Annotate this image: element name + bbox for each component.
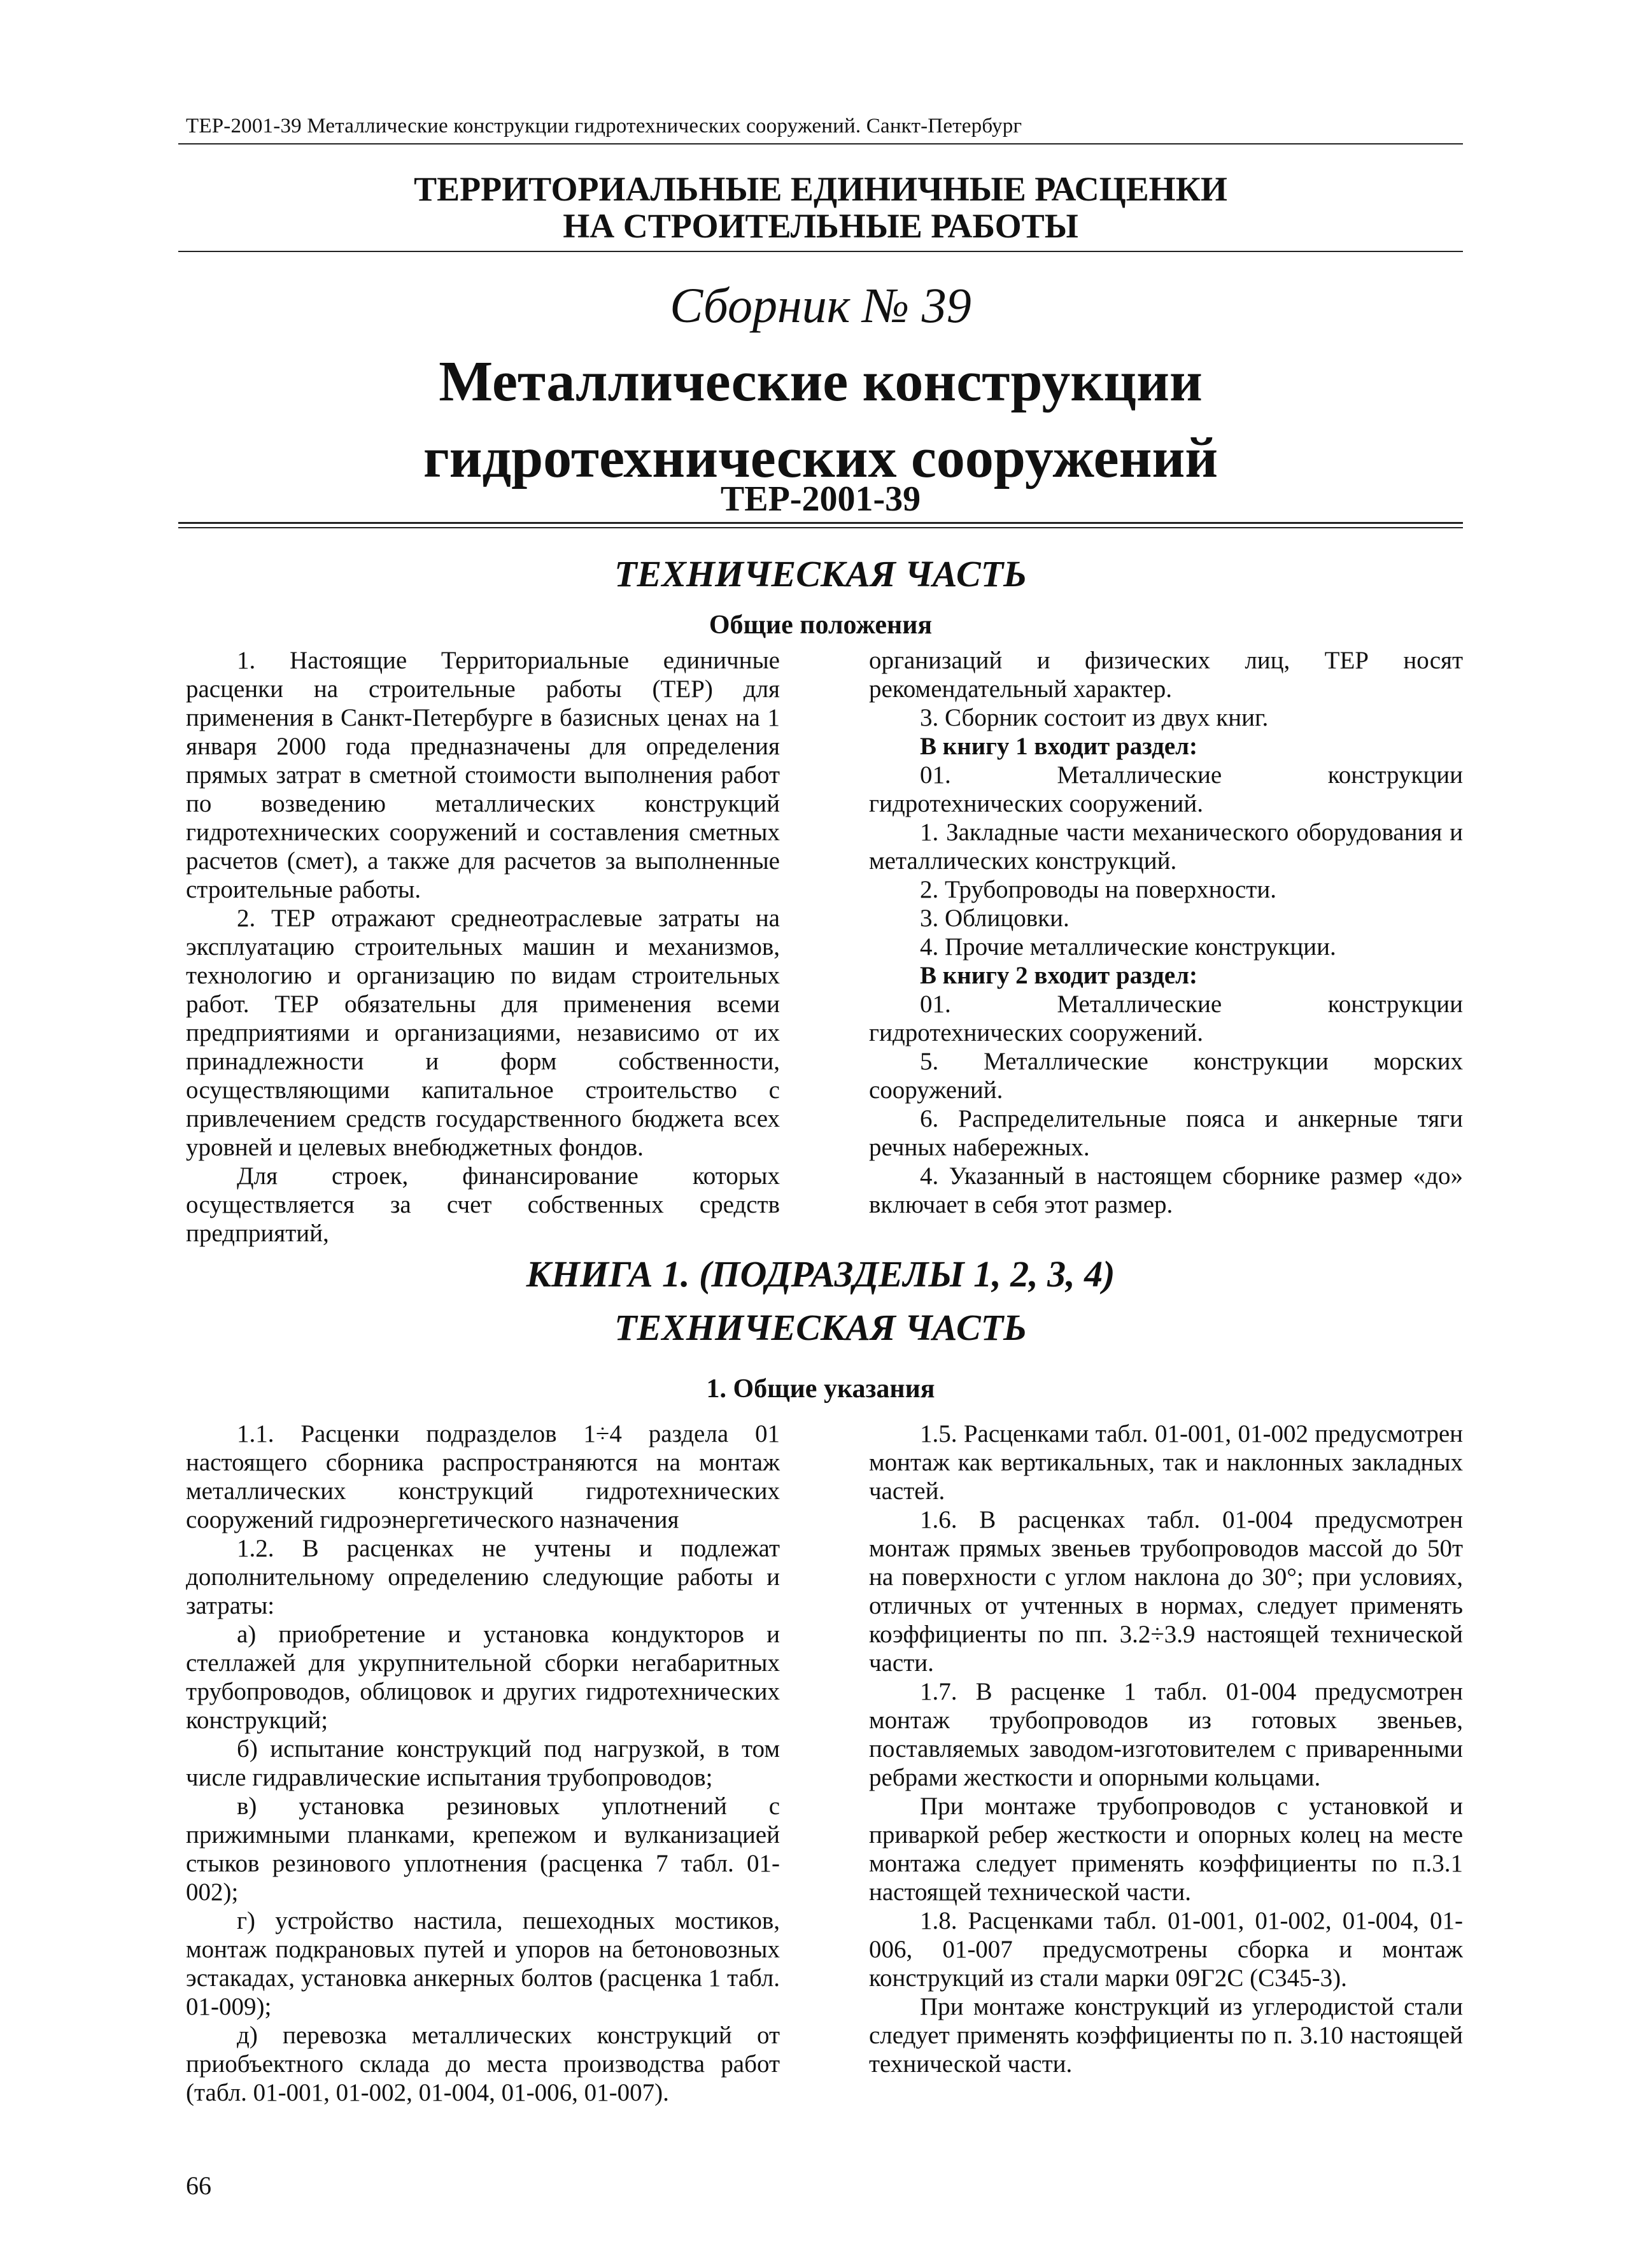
collection-number: Сборник № 39 bbox=[670, 278, 971, 333]
section1-left-column bbox=[186, 646, 780, 1248]
running-header: ТЕР-2001-39 Металлические конструкции гидротехнических сооружений. Санкт-Петербург bbox=[186, 115, 1022, 137]
list-item: а) приобретение и установка кондукторов и стеллажей для укрупнительной сборки негабаритных трубопроводов, облицовок и других гидротехнических конструкций; bbox=[186, 1621, 780, 1734]
title-rule bbox=[178, 251, 1463, 252]
paragraph: 1. Настоящие Территориальные единичные расценки на строительные работы (ТЕР) для применения в Санкт-Петербурге в базисных ценах на 1 января 2000 года предназначены для определения прямых затрат в сметной стоимости выполнения работ по возведению металлических конструкций гидротехнических сооружений и составления сметных расчетов (смет), а также для расчетов за выполненные строительные работы. bbox=[186, 647, 780, 903]
list-item: 1. Закладные части механического оборудования и металлических конструкций. bbox=[869, 819, 1463, 875]
paragraph: При монтаже конструкций из углеродистой стали следует применять коэффициенты по п. 3.10 настоящей технической части. bbox=[869, 1993, 1463, 2078]
paragraph: 2. ТЕР отражают среднеотраслевые затраты на эксплуатацию строительных машин и механизмов, технологию и организацию по видам строительных работ. ТЕР обязательны для применения всеми предприятиями и организациями, независимо от их принадлежности и форм собственности, осуществляющими капитальное строительство с привлечением средств государственного бюджета всех уровней и целевых внебюджетных фондов. bbox=[186, 905, 780, 1161]
page-number: 66 bbox=[186, 2171, 211, 2200]
paragraph: 1.5. Расценками табл. 01-001, 01-002 предусмотрен монтаж как вертикальных, так и наклонных закладных частей. bbox=[869, 1420, 1463, 1505]
paragraph: 1.1. Расценки подразделов 1÷4 раздела 01 настоящего сборника распространяются на монтаж металлических конструкций гидротехнических сооружений гидроэнергетического назначения bbox=[186, 1420, 780, 1533]
collection-name bbox=[178, 344, 1463, 497]
book1-section: 01. Металлические конструкции гидротехнических сооружений. bbox=[869, 761, 1463, 817]
book1-heading-main: КНИГА 1. (ПОДРАЗДЕЛЫ 1, 2, 3, 4) bbox=[526, 1253, 1115, 1295]
list-item: 2. Трубопроводы на поверхности. bbox=[920, 876, 1276, 903]
list-item: д) перевозка металлических конструкций от приобъектного склада до места производства работ (табл. 01-001, 01-002, 01-004, 01-006, 01-007). bbox=[186, 2022, 780, 2106]
paragraph: 1.7. В расценке 1 табл. 01-004 предусмотрен монтаж трубопроводов из готовых звеньев, поставляемых заводом-изготовителем с приваренными ребрами жесткости и опорными кольцами. bbox=[869, 1678, 1463, 1791]
list-item: г) устройство настила, пешеходных мостиков, монтаж подкрановых путей и упоров на бетоновозных эстакадах, установка анкерных болтов (расценка 1 табл. 01-009); bbox=[186, 1907, 780, 2020]
collection-name-line1: Металлические конструкции bbox=[439, 350, 1203, 413]
code-rule-top bbox=[178, 522, 1463, 524]
code-rule-bottom bbox=[178, 527, 1463, 528]
section2-left-column bbox=[186, 1419, 780, 2107]
list-item: в) установка резиновых уплотнений с прижимными планками, крепежом и вулканизацией стыков резинового уплотнения (расценка 7 табл. 01-002); bbox=[186, 1793, 780, 1906]
book1-heading: В книгу 1 входит раздел: bbox=[920, 733, 1198, 760]
header-rule bbox=[178, 143, 1463, 144]
section2-right-column bbox=[869, 1419, 1463, 2078]
collection-name-line2: гидротехнических сооружений bbox=[423, 426, 1218, 490]
list-item: 6. Распределительные пояса и анкерные тяги речных набережных. bbox=[869, 1105, 1463, 1161]
paragraph: 3. Сборник состоит из двух книг. bbox=[920, 704, 1269, 731]
list-item: 4. Прочие металлические конструкции. bbox=[920, 933, 1336, 961]
general-instructions-heading: 1. Общие указания bbox=[706, 1374, 935, 1404]
paragraph: При монтаже трубопроводов с установкой и приваркой ребер жесткости и опорных колец на месте монтажа следует применять коэффициенты по п.3.1 настоящей технической части. bbox=[869, 1793, 1463, 1906]
paragraph: Для строек, финансирование которых осуществляется за счет собственных средств предприятий, bbox=[186, 1162, 780, 1247]
technical-part-heading: ТЕХНИЧЕСКАЯ ЧАСТЬ bbox=[614, 553, 1027, 595]
paragraph-continuation: организаций и физических лиц, ТЕР носят рекомендательный характер. bbox=[869, 647, 1463, 703]
paragraph: 1.2. В расценках не учтены и подлежат дополнительному определению следующие работы и затраты: bbox=[186, 1535, 780, 1619]
paragraph: 4. Указанный в настоящем сборнике размер «до» включает в себя этот размер. bbox=[869, 1162, 1463, 1218]
main-title-line1: ТЕРРИТОРИАЛЬНЫЕ ЕДИНИЧНЫЕ РАСЦЕНКИ bbox=[414, 170, 1227, 208]
technical-part-heading-2: ТЕХНИЧЕСКАЯ ЧАСТЬ bbox=[614, 1307, 1027, 1348]
list-item: 3. Облицовки. bbox=[920, 905, 1070, 932]
document-code: ТЕР-2001-39 bbox=[720, 479, 921, 519]
main-title-line2: НА СТРОИТЕЛЬНЫЕ РАБОТЫ bbox=[563, 207, 1078, 245]
list-item: б) испытание конструкций под нагрузкой, в том числе гидравлические испытания трубопроводов; bbox=[186, 1735, 780, 1791]
book2-section: 01. Металлические конструкции гидротехнических сооружений. bbox=[869, 990, 1463, 1046]
paragraph: 1.8. Расценками табл. 01-001, 01-002, 01-004, 01-006, 01-007 предусмотрены сборка и монтаж конструкций из стали марки 09Г2С (С345-3). bbox=[869, 1907, 1463, 1992]
paragraph: 1.6. В расценках табл. 01-004 предусмотрен монтаж прямых звеньев трубопроводов массой до 50т на поверхности с углом наклона до 30°; при условиях, отличных от учтенных в нормах, следует применять коэффициенты по пп. 3.2÷3.9 настоящей технической части. bbox=[869, 1506, 1463, 1677]
section1-right-column bbox=[869, 646, 1463, 1219]
book2-heading: В книгу 2 входит раздел: bbox=[920, 962, 1198, 989]
general-provisions-heading: Общие положения bbox=[709, 610, 933, 640]
list-item: 5. Металлические конструкции морских сооружений. bbox=[869, 1048, 1463, 1104]
